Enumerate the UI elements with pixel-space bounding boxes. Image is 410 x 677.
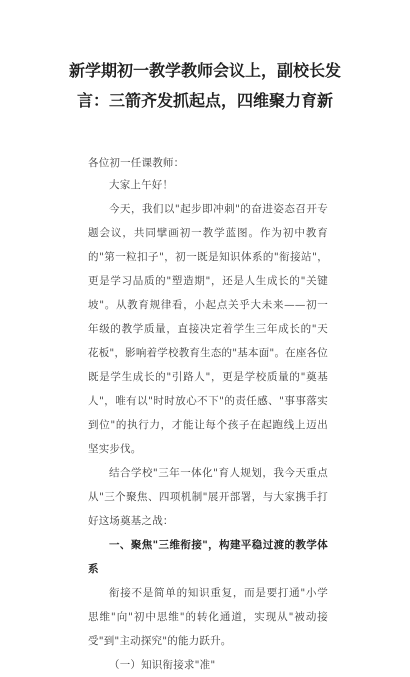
salutation: 各位初一任课教师： [88,157,185,169]
document-body [88,151,328,677]
title-line-2: 言：三箭齐发抓起点，四维聚力育新 [76,91,333,110]
greeting: 大家上午好！ [109,179,174,191]
paragraph-3: 衔接不是简单的知识重复，而是要打通"小学思维"向"初中思维"的转化通道，实现从"被动接受"到"主动探究"的能力跃升。 [88,587,328,647]
paragraph-2: 结合学校"三年一体化"育人规划，我今天重点从"三个聚焦、四项机制"展开部署，与大家携手打好这场奠基之战： [88,467,328,527]
section-heading-1: 一、聚焦"三维衔接"，构建平稳过渡的教学体系 [88,539,328,575]
subsection-heading-1: （一）知识衔接求"准" [109,659,216,671]
title-line-1: 新学期初一教学教师会议上，副校长发 [68,61,341,80]
document-title [60,56,350,116]
paragraph-1: 今天，我们以"起步即冲刺"的奋进姿态召开专题会议，共同擘画初一教学蓝图。作为初中教育的"第一粒扣子"，初一既是知识体系的"衔接站"，更是学习品质的"塑造期"，还是人生成长的"关键坡"。从教育规律看，小起点关乎大未来——初一年级的教学质量，直接决定着学生三年成长的"天花板"，影响着学校教育生态的"基本面"。在座各位既是学生成长的"引路人"，更是学校质量的"奠基人"，唯有以"时时放心不下"的责任感、"事事落实到位"的执行力，才能让每个孩子在起跑线上迈出坚实步伐。 [88,203,328,455]
